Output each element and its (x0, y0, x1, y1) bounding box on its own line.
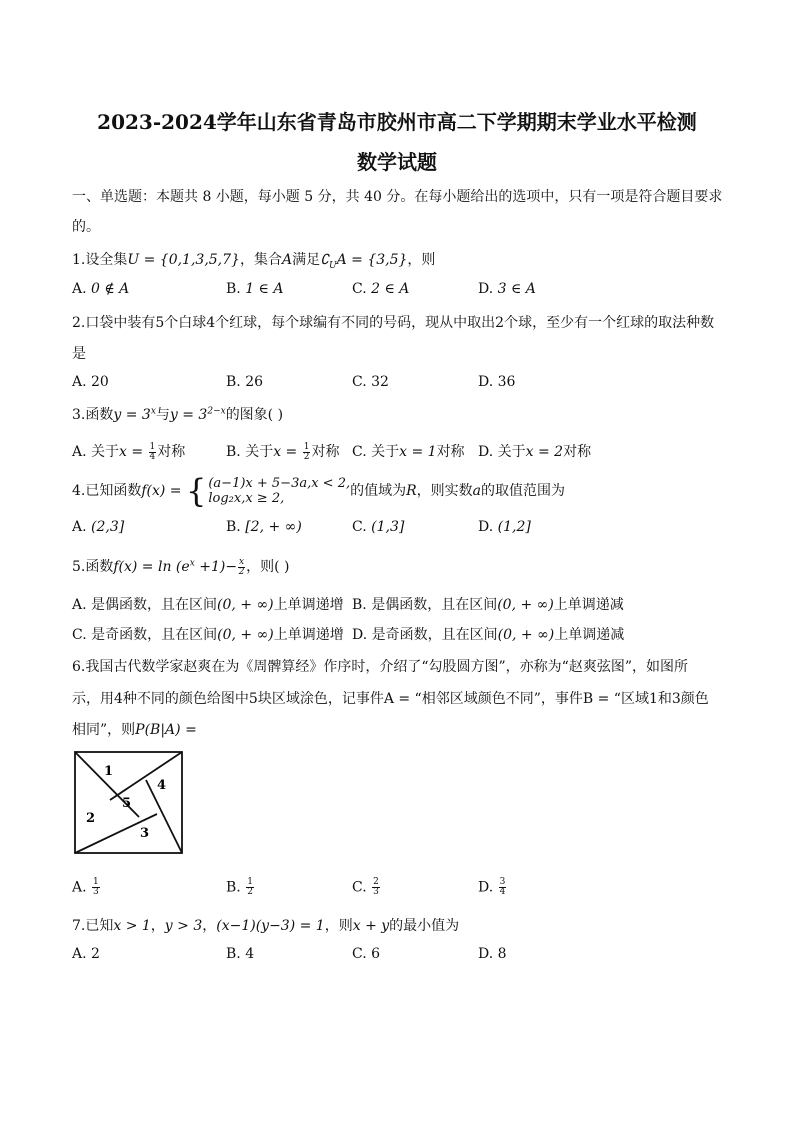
region-label-4: 4 (157, 778, 167, 793)
q3-option-c: C. 关于x = 1对称 (352, 444, 465, 460)
zhao-shuang-diagram (74, 751, 184, 855)
q1-option-a: A. 0 ∉ A (72, 281, 130, 297)
q2-option-b: B. 26 (226, 374, 264, 390)
question-3: 3.函数$y = 3^x$与$y = 3^{2-x}$的图象( ) (72, 406, 284, 423)
q4-option-c: C. (1,3] (352, 519, 405, 535)
question-6-line3: 相同”，则P(B|A) = (72, 722, 197, 738)
section-heading-line1: 一、单选题：本题共 8 小题，每小题 5 分，共 40 分。在每小题给出的选项中，只有一项是符合题目要求 (72, 189, 723, 205)
q1-option-c: C. 2 ∈ A (352, 281, 410, 297)
q3-option-a: A. 关于x = $\frac{1}{4}$ 对称 (72, 441, 186, 462)
q5-option-d: D. 是奇函数，且在区间(0, + ∞)上单调递减 (352, 627, 625, 643)
question-2-line2: 是 (72, 346, 86, 362)
q1-middle: ，集合 (239, 252, 282, 268)
q6-option-b: B. $\frac{1}{2}$ (226, 877, 253, 897)
q1-middle2: 满足 (292, 252, 321, 268)
q1-suffix: ，则 (407, 252, 436, 268)
q4-piecewise: { (a−1)x + 5−3a,x < 2, log₂x,x ≥ 2, (186, 472, 351, 510)
region-label-1: 1 (104, 764, 114, 779)
q5-option-c: C. 是奇函数，且在区间(0, + ∞)上单调递增 (72, 627, 344, 643)
q4-option-d: D. (1,2] (478, 519, 531, 535)
question-6-line1: 6.我国古代数学家赵爽在为《周髀算经》作序时，介绍了“勾股圆方图”，亦称为“赵爽弦图”，如图所 (72, 659, 688, 675)
question-4: 4.已知函数f(x) = { (a−1)x + 5−3a,x < 2, log₂x,x ≥ 2, 的值域为R，则实数a的取值范围为 (72, 472, 566, 510)
q1-prefix: 1.设全集 (72, 252, 128, 268)
q3-option-d: D. 关于x = 2对称 (478, 444, 592, 460)
page-subtitle: 数学试题 (357, 150, 437, 174)
region-label-2: 2 (86, 811, 96, 826)
q4-option-b: B. [2, + ∞) (226, 519, 302, 535)
diagram-line-2 (110, 752, 182, 800)
q5-option-b: B. 是偶函数，且在区间(0, + ∞)上单调递减 (352, 597, 624, 613)
q1-complement-expr: A = {3,5} (336, 252, 408, 268)
question-1 (72, 249, 435, 271)
q5-option-a: A. 是偶函数，且在区间(0, + ∞)上单调递增 (72, 597, 344, 613)
q1-option-d: D. 3 ∈ A (478, 281, 536, 297)
q1-complement-sub: U (329, 260, 337, 271)
q7-option-d: D. 8 (478, 946, 507, 962)
q1-set-a: A (281, 252, 293, 268)
q1-complement-symbol: ∁ (320, 252, 329, 268)
section-heading-line2: 的。 (72, 219, 100, 235)
question-2-line1: 2.口袋中装有5个白球4个红球，每个球编有不同的号码，现从中取出2个球，至少有一个红球的取法种数 (72, 315, 715, 331)
q3-option-b: B. 关于x = $\frac{1}{2}$ 对称 (226, 441, 340, 462)
q6-option-c: C. $\frac{2}{3}$ (352, 877, 379, 897)
q7-option-b: B. 4 (226, 946, 255, 962)
q4-option-a: A. (2,3] (72, 519, 125, 535)
q2-option-a: A. 20 (72, 374, 109, 390)
q7-option-a: A. 2 (72, 946, 100, 962)
q7-option-c: C. 6 (352, 946, 381, 962)
question-7: 7.已知x > 1，y > 3，(x−1)(y−3) = 1，则x + y的最小值为 (72, 918, 460, 934)
region-label-5: 5 (122, 796, 132, 811)
q1-set-u: U = {0,1,3,5,7} (127, 252, 240, 268)
q1-option-b: B. 1 ∈ A (226, 281, 284, 297)
question-5: 5.函数$f(x) = \ln (e^x +1)-$ $\frac{x}{2}$ ，则( ) (72, 556, 290, 577)
q6-option-a: A. $\frac{1}{3}$ (72, 877, 99, 897)
q6-option-d: D. $\frac{3}{4}$ (478, 877, 506, 897)
page-title: 2023-2024学年山东省青岛市胶州市高二下学期期末学业水平检测 (97, 110, 697, 134)
question-6-line2: 示，用4种不同的颜色给图中5块区域涂色，记事件A = “相邻区域颜色不同”，事件B = “区域1和3颜色 (72, 691, 709, 707)
region-label-3: 3 (140, 826, 150, 841)
q2-option-d: D. 36 (478, 374, 516, 390)
q2-option-c: C. 32 (352, 374, 389, 390)
